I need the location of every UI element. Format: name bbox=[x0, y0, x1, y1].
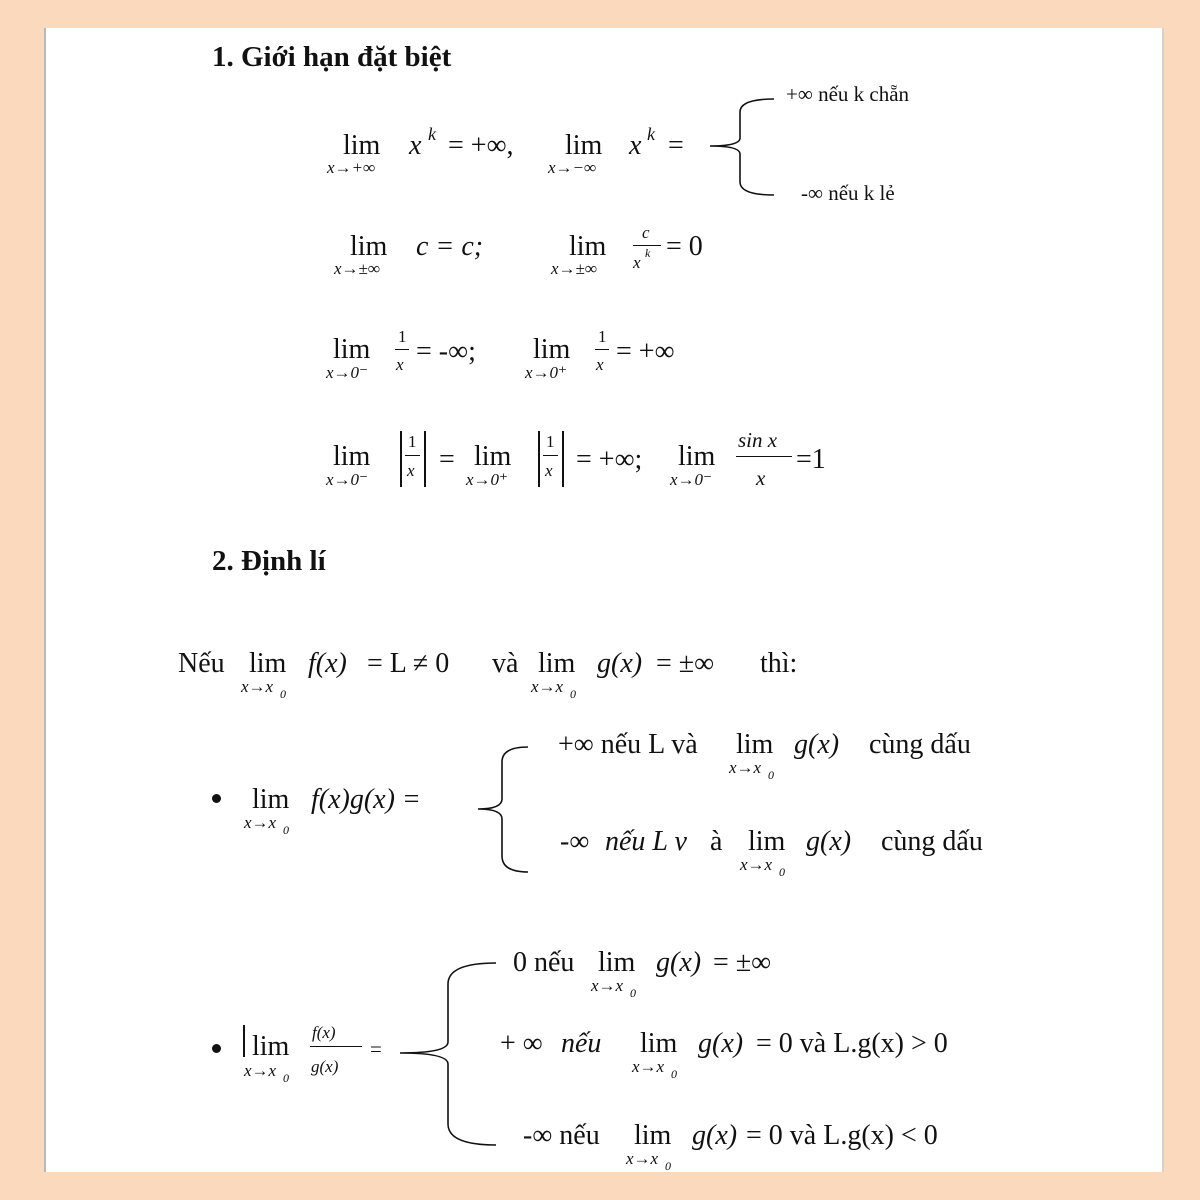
function-f: f(x) bbox=[308, 648, 347, 679]
lim-label: lim bbox=[598, 947, 636, 978]
subscript-zero: 0 bbox=[768, 768, 774, 782]
function-g: g(x) bbox=[692, 1120, 738, 1151]
lim-subscript: x→0⁻ bbox=[670, 470, 713, 489]
equals-plus-minus-inf: = ±∞ bbox=[656, 648, 715, 679]
lim-label: lim bbox=[748, 826, 786, 857]
bullet-icon bbox=[212, 794, 221, 803]
lim-subscript: x→x bbox=[531, 677, 564, 696]
case-suffix: = 0 và L.g(x) < 0 bbox=[746, 1120, 938, 1151]
fraction-bar bbox=[595, 349, 609, 350]
lim-subscript: x→x bbox=[740, 855, 773, 874]
fraction-denominator: x bbox=[596, 355, 604, 374]
exponent-k: k bbox=[428, 124, 436, 144]
fraction-numerator: f(x) bbox=[312, 1023, 336, 1042]
function-g: g(x) bbox=[597, 648, 643, 679]
function-g: g(x) bbox=[698, 1028, 744, 1059]
lim-label: lim bbox=[252, 784, 290, 815]
case-suffix: = 0 và L.g(x) > 0 bbox=[756, 1028, 948, 1059]
lim-label: lim bbox=[565, 130, 603, 161]
document-page bbox=[44, 28, 1164, 1172]
left-brace-icon bbox=[478, 746, 532, 874]
subscript-zero: 0 bbox=[283, 1071, 289, 1085]
function-g: g(x) bbox=[806, 826, 852, 857]
abs-bar bbox=[400, 431, 402, 487]
fraction-denominator: x bbox=[545, 461, 553, 480]
subscript-zero: 0 bbox=[671, 1067, 677, 1081]
lim-subscript: x→±∞ bbox=[334, 259, 380, 278]
fraction-numerator: 1 bbox=[408, 432, 417, 451]
lim-label: lim bbox=[333, 334, 371, 365]
left-brace-icon bbox=[400, 962, 500, 1148]
lim-label: lim bbox=[569, 231, 607, 262]
section-2-heading: 2. Định lí bbox=[212, 545, 326, 577]
subscript-zero: 0 bbox=[630, 986, 636, 1000]
fraction-denominator: x bbox=[396, 355, 404, 374]
conjunction-and: và bbox=[492, 648, 519, 679]
lim-label: lim bbox=[678, 441, 716, 472]
lim-label: lim bbox=[252, 1031, 290, 1062]
equals-plus-inf: = +∞, bbox=[448, 130, 514, 161]
fraction-numerator: c bbox=[642, 223, 650, 242]
equals-zero: = 0 bbox=[666, 231, 703, 262]
lim-subscript: x→x bbox=[632, 1057, 665, 1076]
fraction-denominator: x bbox=[407, 461, 415, 480]
fraction-bar bbox=[405, 455, 420, 456]
variable-x: x bbox=[409, 130, 422, 161]
equals-minus-inf: = -∞; bbox=[416, 336, 476, 367]
abs-bar bbox=[562, 431, 564, 487]
constant-expression: c = c; bbox=[416, 231, 484, 262]
case-even: +∞ nếu k chẵn bbox=[786, 82, 910, 106]
fraction-numerator: sin x bbox=[738, 428, 778, 452]
lim-subscript: x→x bbox=[591, 976, 624, 995]
exponent-k: k bbox=[647, 124, 655, 144]
lim-subscript: x→x bbox=[244, 1061, 277, 1080]
equals-plus-inf: = +∞; bbox=[576, 444, 643, 475]
fraction-denominator: x bbox=[633, 253, 641, 272]
subscript-zero: 0 bbox=[283, 823, 289, 837]
lim-label: lim bbox=[333, 441, 371, 472]
lim-label: lim bbox=[350, 231, 388, 262]
abs-bar bbox=[538, 431, 540, 487]
fraction-bar bbox=[543, 455, 558, 456]
lim-label: lim bbox=[533, 334, 571, 365]
equals-one: =1 bbox=[796, 444, 826, 475]
subscript-zero: 0 bbox=[665, 1159, 671, 1173]
lim-label: lim bbox=[736, 729, 774, 760]
fraction-bar bbox=[310, 1046, 362, 1047]
lim-subscript: x→0⁻ bbox=[326, 363, 369, 382]
product-expression: f(x)g(x) = bbox=[311, 784, 421, 815]
equals-sign: = bbox=[370, 1037, 382, 1061]
lim-subscript: x→0⁻ bbox=[326, 470, 369, 489]
case-text: -∞ nếu bbox=[523, 1120, 600, 1151]
fraction-numerator: 1 bbox=[546, 432, 555, 451]
fraction-numerator: 1 bbox=[398, 327, 407, 346]
case-letter: à bbox=[710, 826, 723, 857]
case-suffix: = ±∞ bbox=[713, 947, 772, 978]
fraction-bar bbox=[736, 456, 792, 457]
lim-label: lim bbox=[474, 441, 512, 472]
lim-subscript: x→+∞ bbox=[327, 158, 376, 177]
subscript-zero: 0 bbox=[280, 687, 286, 701]
lim-label: lim bbox=[634, 1120, 672, 1151]
function-g: g(x) bbox=[794, 729, 840, 760]
left-brace-icon bbox=[710, 98, 780, 198]
lim-label: lim bbox=[640, 1028, 678, 1059]
variable-x: x bbox=[629, 130, 642, 161]
lim-subscript: x→x bbox=[244, 813, 277, 832]
subscript-zero: 0 bbox=[570, 687, 576, 701]
function-g: g(x) bbox=[656, 947, 702, 978]
case-italic-text: nếu bbox=[561, 1028, 602, 1059]
lim-subscript: x→±∞ bbox=[551, 259, 597, 278]
equals-plus-inf: = +∞ bbox=[616, 336, 675, 367]
fraction-denominator: g(x) bbox=[311, 1057, 339, 1076]
premise-if: Nếu bbox=[178, 648, 225, 679]
lim-subscript: x→−∞ bbox=[548, 158, 597, 177]
equals-l: = L ≠ 0 bbox=[367, 648, 450, 679]
lim-label: lim bbox=[249, 648, 287, 679]
text-cursor bbox=[243, 1025, 245, 1057]
fraction-numerator: 1 bbox=[598, 327, 607, 346]
case-odd: -∞ nếu k lẻ bbox=[801, 181, 895, 205]
case-same-sign: +∞ nếu L và bbox=[558, 729, 698, 760]
fraction-denominator: x bbox=[756, 466, 766, 490]
lim-subscript: x→x bbox=[626, 1149, 659, 1168]
premise-then: thì: bbox=[760, 648, 798, 679]
abs-bar bbox=[424, 431, 426, 487]
lim-label: lim bbox=[343, 130, 381, 161]
equals-sign: = bbox=[439, 444, 455, 475]
section-1-heading: 1. Giới hạn đặt biệt bbox=[212, 41, 452, 73]
bullet-icon bbox=[212, 1044, 221, 1053]
lim-label: lim bbox=[538, 648, 576, 679]
case-suffix: cùng dấu bbox=[881, 826, 983, 857]
fraction-bar bbox=[395, 349, 409, 350]
equals-sign: = bbox=[668, 130, 684, 161]
lim-subscript: x→0⁺ bbox=[466, 470, 509, 489]
lim-subscript: x→x bbox=[729, 758, 762, 777]
case-suffix: cùng dấu bbox=[869, 729, 971, 760]
exponent-k: k bbox=[645, 246, 651, 260]
case-text: 0 nếu bbox=[513, 947, 575, 978]
subscript-zero: 0 bbox=[779, 865, 785, 879]
lim-subscript: x→x bbox=[241, 677, 274, 696]
lim-subscript: x→0⁺ bbox=[525, 363, 568, 382]
case-pre: -∞ bbox=[560, 826, 590, 857]
case-italic-text: nếu L v bbox=[605, 826, 687, 857]
case-pre: + ∞ bbox=[500, 1028, 543, 1059]
